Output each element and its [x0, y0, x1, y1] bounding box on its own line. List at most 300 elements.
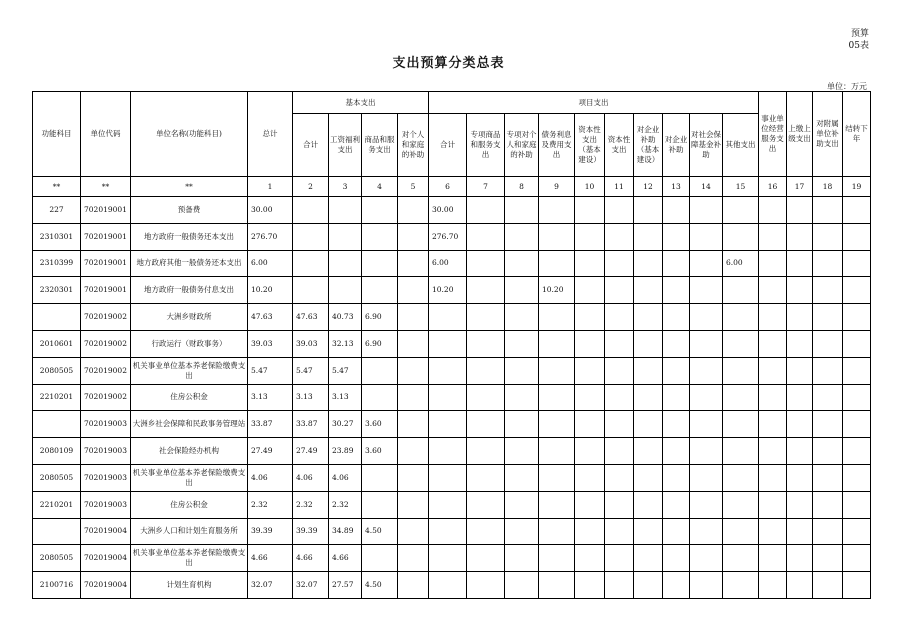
table-cell — [690, 491, 723, 518]
table-cell — [362, 357, 398, 384]
table-cell — [605, 250, 634, 277]
table-cell: 14 — [690, 177, 723, 197]
table-cell — [33, 411, 81, 438]
table-cell — [843, 304, 871, 331]
table-cell: 16 — [759, 177, 787, 197]
table-cell: 大洲乡社会保障和民政事务管理站 — [131, 411, 248, 438]
table-cell: 5.47 — [329, 357, 362, 384]
table-cell: ** — [33, 177, 81, 197]
table-cell: 13 — [663, 177, 690, 197]
table-cell — [843, 572, 871, 599]
table-cell: 2320301 — [33, 277, 81, 304]
table-cell — [813, 572, 843, 599]
table-cell — [467, 197, 505, 224]
table-cell — [398, 357, 429, 384]
table-cell — [690, 545, 723, 572]
table-cell: 27.57 — [329, 572, 362, 599]
table-cell — [634, 545, 663, 572]
table-cell — [813, 518, 843, 545]
table-cell — [759, 411, 787, 438]
header-project-sub: 专项对个人和家庭的补助 — [505, 114, 539, 177]
table-cell — [467, 357, 505, 384]
table-cell: 227 — [33, 197, 81, 224]
header-submit-upper: 上缴上级支出 — [787, 92, 813, 177]
table-cell: 大洲乡财政所 — [131, 304, 248, 331]
table-cell: 4.66 — [329, 545, 362, 572]
table-cell — [605, 384, 634, 411]
header-basic-sub: 工资福利支出 — [329, 114, 362, 177]
table-row — [33, 330, 871, 357]
table-cell — [429, 464, 467, 491]
table-cell — [605, 491, 634, 518]
table-cell: 2210201 — [33, 491, 81, 518]
table-cell — [663, 223, 690, 250]
header-basic-sub: 对个人和家庭的补助 — [398, 114, 429, 177]
table-cell — [398, 197, 429, 224]
table-cell: 4.50 — [362, 572, 398, 599]
table-cell — [505, 438, 539, 465]
table-cell — [398, 491, 429, 518]
table-cell — [663, 357, 690, 384]
table-cell — [759, 304, 787, 331]
table-cell — [634, 384, 663, 411]
table-cell — [813, 330, 843, 357]
table-cell — [663, 277, 690, 304]
table-cell — [539, 464, 575, 491]
header-project-sub: 专项商品和服务支出 — [467, 114, 505, 177]
table-cell: 17 — [787, 177, 813, 197]
table-cell — [723, 411, 759, 438]
table-cell: 702019003 — [81, 438, 131, 465]
table-cell: ** — [81, 177, 131, 197]
table-cell: 5 — [398, 177, 429, 197]
table-cell: 9 — [539, 177, 575, 197]
table-cell — [605, 330, 634, 357]
table-cell — [362, 491, 398, 518]
table-cell — [539, 545, 575, 572]
table-cell: 702019004 — [81, 545, 131, 572]
table-cell — [33, 518, 81, 545]
table-cell — [759, 223, 787, 250]
table-cell: 2080505 — [33, 357, 81, 384]
table-cell — [362, 384, 398, 411]
table-cell: 2100716 — [33, 572, 81, 599]
table-cell — [467, 545, 505, 572]
table-cell — [663, 438, 690, 465]
table-cell — [759, 518, 787, 545]
table-cell — [787, 277, 813, 304]
table-cell: 5.47 — [293, 357, 329, 384]
table-cell — [575, 304, 605, 331]
table-cell: 27.49 — [248, 438, 293, 465]
header-basic-sub: 合计 — [293, 114, 329, 177]
table-cell — [663, 411, 690, 438]
table-cell — [690, 411, 723, 438]
table-cell — [429, 518, 467, 545]
table-cell — [467, 572, 505, 599]
table-cell — [813, 464, 843, 491]
header-project-sub: 合计 — [429, 114, 467, 177]
table-cell — [605, 223, 634, 250]
table-cell — [505, 330, 539, 357]
table-cell — [843, 250, 871, 277]
table-cell: 39.39 — [248, 518, 293, 545]
table-cell: 32.13 — [329, 330, 362, 357]
table-cell — [690, 223, 723, 250]
table-cell — [329, 197, 362, 224]
table-row — [33, 357, 871, 384]
table-cell: 3.13 — [329, 384, 362, 411]
table-cell — [398, 384, 429, 411]
table-cell — [723, 438, 759, 465]
unit-label: 单位：万元 — [827, 82, 867, 91]
table-cell — [723, 384, 759, 411]
table-cell — [690, 438, 723, 465]
table-cell — [539, 330, 575, 357]
table-cell — [505, 223, 539, 250]
table-cell — [575, 518, 605, 545]
table-cell — [605, 277, 634, 304]
table-cell: 计划生育机构 — [131, 572, 248, 599]
table-row — [33, 464, 871, 491]
table-cell — [759, 545, 787, 572]
table-cell: 702019003 — [81, 464, 131, 491]
table-cell — [605, 518, 634, 545]
table-cell: 18 — [813, 177, 843, 197]
header-basic: 基本支出 — [293, 92, 429, 114]
table-cell — [690, 357, 723, 384]
table-cell — [575, 223, 605, 250]
table-cell — [605, 464, 634, 491]
table-cell — [759, 438, 787, 465]
table-cell: 10.20 — [429, 277, 467, 304]
table-cell: 4.66 — [248, 545, 293, 572]
table-cell — [575, 464, 605, 491]
table-cell — [759, 330, 787, 357]
table-cell — [723, 304, 759, 331]
table-cell — [813, 223, 843, 250]
table-cell — [539, 572, 575, 599]
table-cell: 30.27 — [329, 411, 362, 438]
table-row — [33, 197, 871, 224]
table-cell: 33.87 — [293, 411, 329, 438]
table-cell: 2.32 — [329, 491, 362, 518]
table-row — [33, 411, 871, 438]
table-cell — [843, 438, 871, 465]
header-row-1 — [33, 92, 871, 114]
table-cell: 10.20 — [539, 277, 575, 304]
table-cell — [505, 464, 539, 491]
table-cell — [539, 518, 575, 545]
table-cell — [362, 197, 398, 224]
table-cell: 19 — [843, 177, 871, 197]
table-cell — [505, 197, 539, 224]
table-cell: 47.63 — [293, 304, 329, 331]
table-cell: 地方政府一般债务付息支出 — [131, 277, 248, 304]
table-cell: 10.20 — [248, 277, 293, 304]
table-cell — [787, 464, 813, 491]
table-cell: 行政运行（财政事务） — [131, 330, 248, 357]
table-cell — [787, 438, 813, 465]
table-row — [33, 277, 871, 304]
table-cell: 2.32 — [293, 491, 329, 518]
table-cell — [429, 438, 467, 465]
table-cell — [723, 223, 759, 250]
table-cell: 7 — [467, 177, 505, 197]
table-cell — [843, 491, 871, 518]
table-cell — [634, 197, 663, 224]
table-cell — [467, 330, 505, 357]
table-cell: 30.00 — [248, 197, 293, 224]
table-cell — [690, 572, 723, 599]
header-project-sub: 其他支出 — [723, 114, 759, 177]
table-cell: 12 — [634, 177, 663, 197]
table-cell: 2080505 — [33, 464, 81, 491]
table-cell — [634, 491, 663, 518]
table-cell — [663, 250, 690, 277]
table-cell — [663, 330, 690, 357]
table-cell: 机关事业单位基本养老保险缴费支出 — [131, 545, 248, 572]
table-cell — [759, 250, 787, 277]
table-cell — [505, 411, 539, 438]
table-cell — [813, 304, 843, 331]
table-cell — [759, 384, 787, 411]
table-cell — [429, 411, 467, 438]
table-cell — [634, 330, 663, 357]
header-project-sub: 资本性支出（基本建设） — [575, 114, 605, 177]
table-cell — [539, 384, 575, 411]
table-cell — [813, 438, 843, 465]
table-cell: 4.06 — [293, 464, 329, 491]
table-cell — [505, 357, 539, 384]
table-cell — [575, 545, 605, 572]
table-cell — [787, 411, 813, 438]
table-cell — [843, 277, 871, 304]
table-cell — [505, 384, 539, 411]
table-cell — [663, 545, 690, 572]
table-cell: 702019003 — [81, 411, 131, 438]
table-cell — [843, 545, 871, 572]
table-cell: 32.07 — [248, 572, 293, 599]
table-cell — [575, 572, 605, 599]
table-cell — [787, 250, 813, 277]
table-cell — [759, 357, 787, 384]
table-cell: 702019002 — [81, 357, 131, 384]
table-cell — [539, 491, 575, 518]
table-cell: 15 — [723, 177, 759, 197]
table-row — [33, 223, 871, 250]
table-cell: 23.89 — [329, 438, 362, 465]
table-cell: ** — [131, 177, 248, 197]
table-cell — [663, 197, 690, 224]
table-cell: 4.50 — [362, 518, 398, 545]
table-cell — [293, 223, 329, 250]
table-cell: 社会保险经办机构 — [131, 438, 248, 465]
table-cell: 702019001 — [81, 197, 131, 224]
table-cell — [605, 438, 634, 465]
table-cell — [429, 545, 467, 572]
table-cell — [605, 304, 634, 331]
table-cell: 2210201 — [33, 384, 81, 411]
table-cell: 702019004 — [81, 518, 131, 545]
table-cell: 5.47 — [248, 357, 293, 384]
table-cell — [759, 277, 787, 304]
table-cell — [605, 572, 634, 599]
table-cell — [787, 304, 813, 331]
table-cell — [787, 223, 813, 250]
table-cell: 276.70 — [248, 223, 293, 250]
header-subsidy-affiliated: 对附属单位补助支出 — [813, 92, 843, 177]
table-cell — [759, 572, 787, 599]
table-cell — [467, 277, 505, 304]
table-cell — [723, 330, 759, 357]
table-cell — [843, 464, 871, 491]
table-cell — [293, 277, 329, 304]
table-cell — [787, 545, 813, 572]
table-cell — [634, 464, 663, 491]
table-cell — [605, 411, 634, 438]
table-cell: 3.60 — [362, 438, 398, 465]
table-cell — [723, 357, 759, 384]
header-total: 总计 — [248, 92, 293, 177]
table-cell: 702019004 — [81, 572, 131, 599]
table-cell — [723, 545, 759, 572]
table-cell: 10 — [575, 177, 605, 197]
table-cell — [329, 277, 362, 304]
table-cell — [467, 250, 505, 277]
table-row — [33, 545, 871, 572]
table-cell — [539, 250, 575, 277]
table-cell: 33.87 — [248, 411, 293, 438]
table-cell — [690, 277, 723, 304]
table-cell: 4.06 — [248, 464, 293, 491]
table-cell — [398, 304, 429, 331]
header-project-sub: 资本性支出 — [605, 114, 634, 177]
table-cell — [575, 197, 605, 224]
table-cell — [663, 304, 690, 331]
table-cell — [663, 491, 690, 518]
table-cell — [723, 277, 759, 304]
table-cell — [663, 572, 690, 599]
table-cell — [398, 223, 429, 250]
table-cell — [787, 572, 813, 599]
table-cell — [539, 304, 575, 331]
table-cell — [663, 464, 690, 491]
table-cell — [843, 223, 871, 250]
table-cell: 机关事业单位基本养老保险缴费支出 — [131, 357, 248, 384]
table-cell — [398, 438, 429, 465]
table-cell — [723, 518, 759, 545]
table-cell — [759, 197, 787, 224]
table-cell — [505, 304, 539, 331]
table-cell — [787, 491, 813, 518]
table-cell: 4.66 — [293, 545, 329, 572]
table-cell — [429, 384, 467, 411]
table-cell: 702019003 — [81, 491, 131, 518]
table-cell — [723, 572, 759, 599]
table-cell: 6.00 — [248, 250, 293, 277]
table-cell — [329, 250, 362, 277]
table-cell: 预备费 — [131, 197, 248, 224]
table-cell — [575, 491, 605, 518]
table-cell — [634, 250, 663, 277]
table-cell — [759, 464, 787, 491]
table-cell: 4 — [362, 177, 398, 197]
table-cell — [398, 277, 429, 304]
table-cell — [634, 223, 663, 250]
table-cell — [605, 197, 634, 224]
table-cell: 6.90 — [362, 304, 398, 331]
table-cell — [429, 357, 467, 384]
table-cell — [398, 330, 429, 357]
table-cell — [539, 411, 575, 438]
table-cell — [467, 518, 505, 545]
table-cell — [813, 491, 843, 518]
table-cell — [690, 330, 723, 357]
table-cell: 702019001 — [81, 277, 131, 304]
table-cell — [398, 411, 429, 438]
header-project: 项目支出 — [429, 92, 759, 114]
table-cell: 702019002 — [81, 304, 131, 331]
table-cell: 3 — [329, 177, 362, 197]
table-cell — [759, 491, 787, 518]
table-cell — [429, 491, 467, 518]
table-cell: 276.70 — [429, 223, 467, 250]
table-cell — [813, 250, 843, 277]
table-cell — [467, 304, 505, 331]
table-cell — [690, 197, 723, 224]
table-cell — [605, 357, 634, 384]
table-cell — [634, 572, 663, 599]
table-cell — [505, 250, 539, 277]
table-cell: 11 — [605, 177, 634, 197]
header-basic-sub: 商品和服务支出 — [362, 114, 398, 177]
table-cell — [843, 330, 871, 357]
table-cell — [575, 357, 605, 384]
table-cell: 2010601 — [33, 330, 81, 357]
table-cell: 3.13 — [293, 384, 329, 411]
table-row — [33, 572, 871, 599]
table-cell — [843, 197, 871, 224]
form-number-line2: 05表 — [848, 41, 869, 51]
table-cell — [362, 545, 398, 572]
table-cell — [467, 438, 505, 465]
table-cell — [634, 411, 663, 438]
table-cell — [787, 518, 813, 545]
table-cell — [362, 464, 398, 491]
table-cell — [362, 250, 398, 277]
table-cell — [398, 572, 429, 599]
table-cell: 6.00 — [429, 250, 467, 277]
table-cell: 39.03 — [248, 330, 293, 357]
table-cell — [293, 197, 329, 224]
header-project-sub: 对企业补助 — [663, 114, 690, 177]
table-cell — [505, 491, 539, 518]
table-cell — [634, 518, 663, 545]
table-row — [33, 491, 871, 518]
table-cell — [813, 277, 843, 304]
table-cell — [663, 518, 690, 545]
table-cell: 27.49 — [293, 438, 329, 465]
table-cell — [787, 197, 813, 224]
table-cell: 2080109 — [33, 438, 81, 465]
table-cell — [539, 438, 575, 465]
header-enterprise-service: 事业单位经营服务支出 — [759, 92, 787, 177]
table-cell — [505, 518, 539, 545]
table-cell — [539, 223, 575, 250]
table-cell: 住房公积金 — [131, 491, 248, 518]
table-cell — [467, 464, 505, 491]
